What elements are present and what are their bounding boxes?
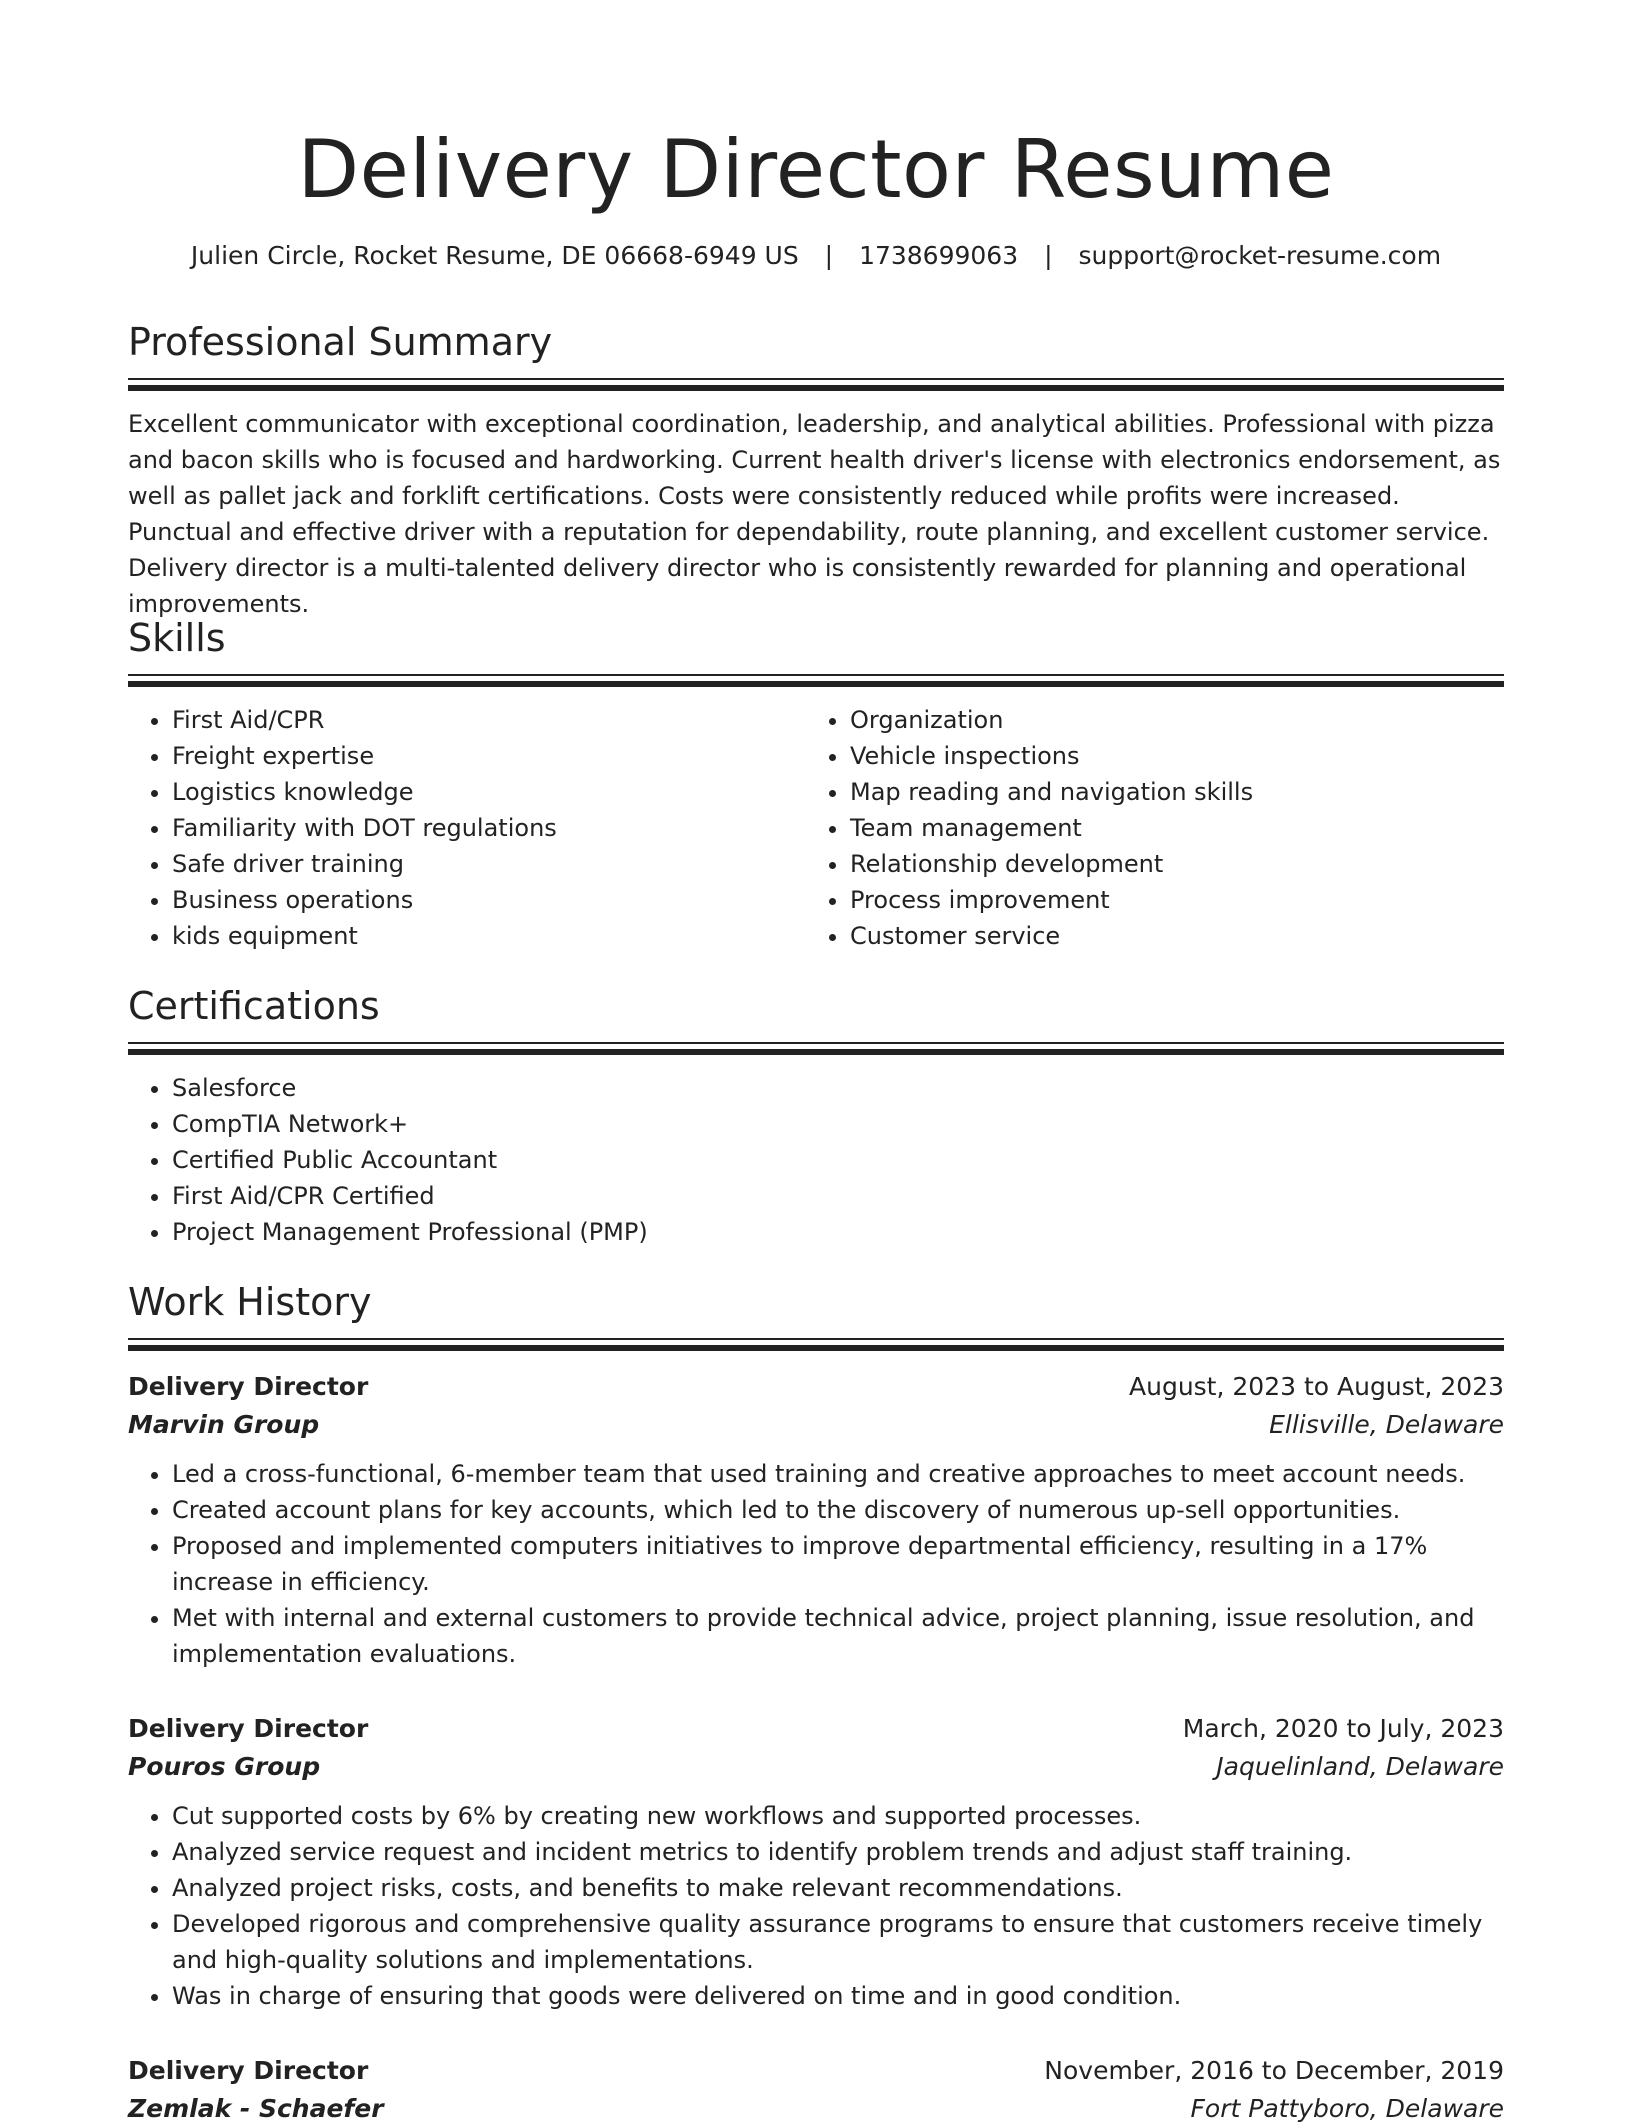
certification-item: • Salesforce [172, 1070, 1504, 1106]
job-bullet: • Analyzed project risks, costs, and benefits to make relevant recommendations. [172, 1870, 1504, 1906]
job-location: Fort Pattyboro, Delaware [1190, 2094, 1504, 2123]
job-subheader [128, 2090, 1504, 2128]
skills-columns [128, 702, 1504, 954]
job-bullet: • Developed rigorous and comprehensive quality assurance programs to ensure that customers receive timely and high-quality solutions and implementations. [172, 1906, 1504, 1978]
contact-email[interactable]: support@rocket-resume.com [1078, 241, 1442, 270]
job-subheader [128, 1406, 1504, 1444]
job-dates: March, 2020 to July, 2023 [1182, 1714, 1504, 1743]
work-history-section [128, 1278, 1504, 1352]
work-history-heading: Work History [128, 1280, 372, 1324]
section-divider [128, 674, 1504, 688]
summary-section [128, 318, 1504, 622]
certification-item: • CompTIA Network+ [172, 1106, 1504, 1142]
contact-separator: | [824, 241, 834, 270]
job-header [128, 1710, 1504, 1748]
job-subheader [128, 1748, 1504, 1786]
job-bullet: • Cut supported costs by 6% by creating new workflows and supported processes. [172, 1798, 1504, 1834]
job-company: Marvin Group [128, 1410, 320, 1439]
skill-item: • First Aid/CPR [172, 702, 806, 738]
skill-item: • Map reading and navigation skills [850, 774, 1484, 810]
skills-column-left [128, 702, 806, 954]
job-title: Delivery Director [128, 1372, 369, 1401]
skill-item: • Freight expertise [172, 738, 806, 774]
summary-heading: Professional Summary [128, 320, 553, 364]
skill-item: • Customer service [850, 918, 1484, 954]
contact-line [128, 238, 1504, 274]
skill-item: • Business operations [172, 882, 806, 918]
job-bullet: • Proposed and implemented computers initiatives to improve departmental efficiency, resulting in a 17% increase in efficiency. [172, 1528, 1504, 1600]
skills-column-right [806, 702, 1484, 954]
certification-item: • First Aid/CPR Certified [172, 1178, 1504, 1214]
job-bullets [128, 1798, 1504, 2014]
skill-item: • Safe driver training [172, 846, 806, 882]
skill-item: • Organization [850, 702, 1484, 738]
summary-text: Excellent communicator with exceptional coordination, leadership, and analytical abilities. Professional with pizza and bacon skills who is focused and hardworking. Current health driver's license with electronics endorsement, as well as pallet jack and forklift certifications. Costs were consistently reduced while profits were increased. Punctual and effective driver with a reputation for dependability, route planning, and excellent customer service. Delivery director is a multi-talented delivery director who is consistently rewarded for planning and operational improvements. [128, 410, 1501, 618]
skill-item: • Process improvement [850, 882, 1484, 918]
certifications-heading: Certifications [128, 984, 380, 1028]
contact-phone: 1738699063 [859, 241, 1019, 270]
job-entry [128, 2052, 1504, 2128]
job-title: Delivery Director [128, 2056, 369, 2085]
skill-item: • Relationship development [850, 846, 1484, 882]
job-title: Delivery Director [128, 1714, 369, 1743]
job-bullet: • Analyzed service request and incident metrics to identify problem trends and adjust staff training. [172, 1834, 1504, 1870]
certification-item: • Certified Public Accountant [172, 1142, 1504, 1178]
job-location: Jaquelinland, Delaware [1216, 1752, 1504, 1781]
section-divider [128, 1338, 1504, 1352]
skill-item: • Vehicle inspections [850, 738, 1484, 774]
skills-heading: Skills [128, 616, 226, 660]
job-location: Ellisville, Delaware [1269, 1410, 1504, 1439]
certification-item: • Project Management Professional (PMP) [172, 1214, 1504, 1250]
skill-item: • kids equipment [172, 918, 806, 954]
certifications-list [128, 1070, 1504, 1250]
skill-item: • Familiarity with DOT regulations [172, 810, 806, 846]
job-bullet: • Was in charge of ensuring that goods were delivered on time and in good condition. [172, 1978, 1504, 2014]
contact-separator: | [1044, 241, 1053, 270]
job-entry [128, 1710, 1504, 2014]
contact-address: Julien Circle, Rocket Resume, DE 06668-6949 US [190, 241, 799, 270]
skills-section [128, 614, 1504, 954]
skill-item: • Team management [850, 810, 1484, 846]
job-dates: November, 2016 to December, 2019 [1044, 2056, 1504, 2085]
job-company: Pouros Group [128, 1752, 321, 1781]
job-bullet: • Created account plans for key accounts, which led to the discovery of numerous up-sell opportunities. [172, 1492, 1504, 1528]
section-divider [128, 378, 1504, 392]
job-bullets [128, 1456, 1504, 1672]
skill-item: • Logistics knowledge [172, 774, 806, 810]
section-divider [128, 1042, 1504, 1056]
job-bullet: • Led a cross-functional, 6-member team that used training and creative approaches to meet account needs. [172, 1456, 1504, 1492]
resume-title: Delivery Director Resume [297, 123, 1335, 216]
job-entry [128, 1368, 1504, 1672]
job-company: Zemlak - Schaefer [128, 2094, 384, 2123]
certifications-section [128, 982, 1504, 1250]
job-header [128, 1368, 1504, 1406]
job-dates: August, 2023 to August, 2023 [1129, 1372, 1504, 1401]
job-bullet: • Met with internal and external customers to provide technical advice, project planning, issue resolution, and implementation evaluations. [172, 1600, 1504, 1672]
job-header [128, 2052, 1504, 2090]
